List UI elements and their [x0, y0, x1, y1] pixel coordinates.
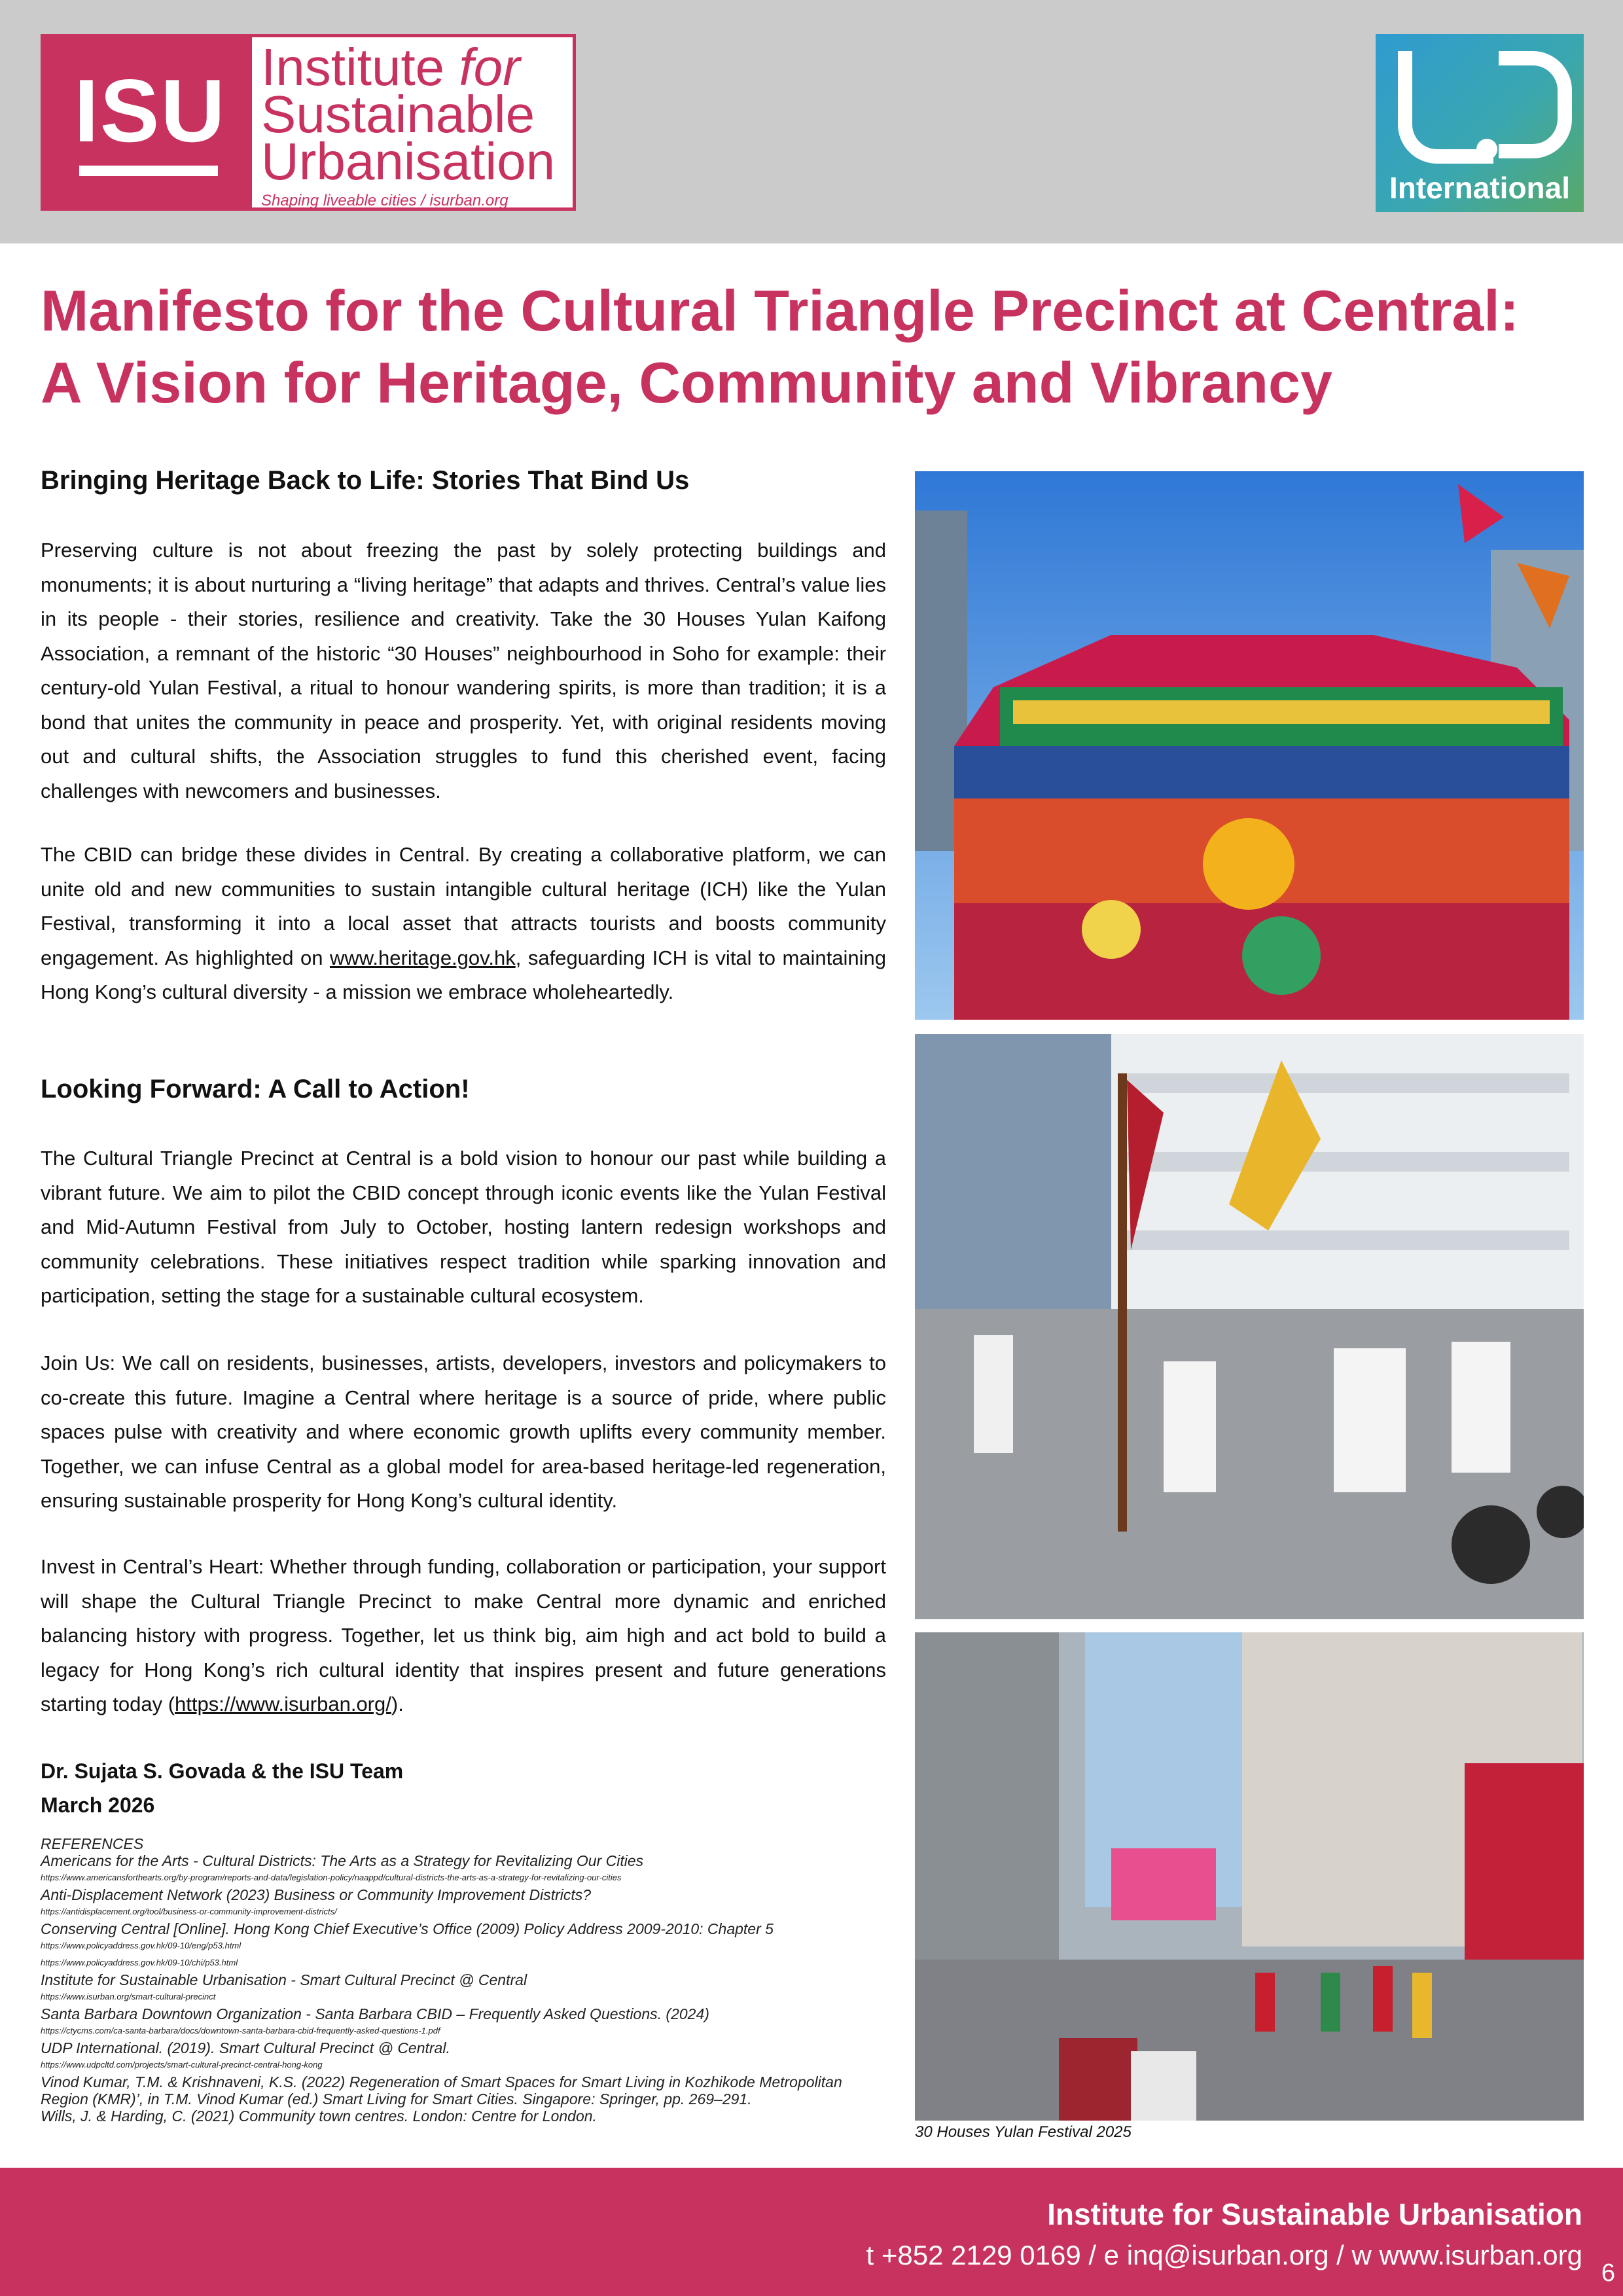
photo-festival-gate: [915, 471, 1584, 1020]
reference-item: Institute for Sustainable Urbanisation - Smart Cultural Precinct @ Central: [41, 1971, 527, 1988]
photo-festival-gate-image: [915, 471, 1584, 1020]
reference-item: Anti-Displacement Network (2023) Business or Community Improvement Districts?: [41, 1886, 592, 1903]
paragraph-action-3-text-b: ).: [391, 1693, 404, 1715]
reference-url[interactable]: https://www.udpcltd.com/projects/smart-cultural-precinct-central-hong-kong: [41, 2060, 323, 2070]
footer: [0, 2168, 1623, 2296]
section-heading-call-to-action: Looking Forward: A Call to Action!: [41, 1075, 470, 1103]
references: [41, 1835, 891, 2125]
footer-contact[interactable]: t +852 2129 0169 / e inq@isurban.org / w www.isurban.org: [866, 2240, 1582, 2270]
isu-tagline: Shaping liveable cities / isurban.org: [261, 192, 508, 209]
isurban-link[interactable]: https://www.isurban.org/: [175, 1693, 391, 1715]
isu-logo[interactable]: [41, 34, 576, 211]
reference-url[interactable]: https://www.policyaddress.gov.hk/09-10/chi/p53.html: [41, 1958, 238, 1967]
isu-mark-text: ISU: [74, 61, 226, 160]
page-title-line-1: Manifesto for the Cultural Triangle Precinct at Central:: [41, 278, 1520, 343]
footer-org-name: Institute for Sustainable Urbanisation: [1047, 2197, 1582, 2231]
paragraph-heritage-2-text-a: The CBID can bridge these divides in Central. By creating a collaborative platform, we can unite old and new communities to sustain intangible cultural heritage (ICH) like the Yulan Festival, transforming it into a local asset that attracts tourists and boosts community engagement. As highlighted on: [41, 843, 886, 969]
section-heading-heritage: Bringing Heritage Back to Life: Stories That Bind Us: [41, 466, 690, 495]
photo-street-procession-image: [915, 1034, 1584, 1619]
isu-wordmark: [252, 37, 555, 207]
isu-mark-bar: [79, 166, 218, 176]
reference-url[interactable]: https://www.isurban.org/smart-cultural-precinct: [41, 1992, 216, 2001]
paragraph-heritage-2: [41, 838, 886, 1010]
isu-word-institute: Institute: [261, 38, 445, 96]
paragraph-heritage-1: Preserving culture is not about freezing the past by solely protecting buildings and monuments; it is about nurturing a “living heritage” that adapts and thrives. Central’s value lies in its people - their stories, resilience and creativity. Take the 30 Houses Yulan Kaifong Association, a remnant of the historic “30 Houses” neighbourhood in Soho for example: their century-old Yulan Festival, a ritual to honour wandering spirits, is more than tradition; it is a bond that unites the community in peace and prosperity. Yet, with original residents moving out and cultural shifts, the Association struggles to fund this cherished event, facing challenges with newcomers and businesses.: [41, 539, 886, 802]
reference-item: Vinod Kumar, T.M. & Krishnaveni, K.S. (2022) Regeneration of Smart Spaces for Smart Living in Kozhikode Metropolitan Region (KMR)’, in T.M. Vinod Kumar (ed.) Smart Living for Smart Cities. Singapore: Springer, pp. 269–291.: [41, 2073, 842, 2108]
photo-soho-street: [915, 1632, 1584, 2121]
udp-international-logo[interactable]: [1376, 34, 1584, 212]
paragraph-action-1: The Cultural Triangle Precinct at Central is a bold vision to honour our past while building a vibrant future. We aim to pilot the CBID concept through iconic events like the Yulan Festival and Mid-Autumn Festival from July to October, hosting lantern redesign workshops and community celebrations. These initiatives respect tradition while sparking innovation and participation, setting the stage for a sustainable cultural ecosystem.: [41, 1147, 886, 1307]
page-number: 6: [1601, 2259, 1615, 2287]
heritage-gov-link[interactable]: www.heritage.gov.hk: [329, 946, 516, 969]
paragraph-action-3: [41, 1550, 886, 1722]
photo-soho-street-image: [915, 1632, 1584, 2121]
up-logo-p-shape: [1499, 51, 1572, 158]
signature-date: March 2026: [41, 1793, 155, 1817]
paragraph-action-2: Join Us: We call on residents, businesses, artists, developers, investors and policymakers to co-create this future. Imagine a Central where heritage is a source of pride, where public spaces pulse with creativity and where economic growth uplifts every community member. Together, we can infuse Central as a global model for area-based heritage-led regeneration, ensuring sustainable prosperity for Hong Kong’s cultural identity.: [41, 1352, 886, 1512]
reference-url[interactable]: https://www.americansforthearts.org/by-program/reports-and-data/legislation-policy/naappd/cultural-districts-the-arts-as-a-strategy-for-revitalizing-our-cities: [41, 1873, 622, 1882]
photo-street-procession: [915, 1034, 1584, 1619]
photo-caption: 30 Houses Yulan Festival 2025: [915, 2123, 1132, 2141]
signature-name: Dr. Sujata S. Govada & the ISU Team: [41, 1759, 404, 1783]
up-logo-dot: [1476, 139, 1497, 160]
reference-item: Conserving Central [Online]. Hong Kong Chief Executive’s Office (2009) Policy Address 2009-2010: Chapter 5: [41, 1920, 774, 1937]
isu-word-for: for: [459, 38, 520, 96]
reference-item: UDP International. (2019). Smart Cultural Precinct @ Central.: [41, 2039, 450, 2056]
isu-word-urbanisation: Urbanisation: [261, 132, 556, 190]
references-heading: REFERENCES: [41, 1835, 144, 1852]
page-title-line-2: A Vision for Heritage, Community and Vibrancy: [41, 350, 1332, 415]
paragraph-heritage-2-text-b: , safeguarding ICH is vital to maintaining Hong Kong’s cultural diversity - a mission we embrace wholeheartedly.: [41, 946, 886, 1003]
reference-item: Americans for the Arts - Cultural Districts: The Arts as a Strategy for Revitalizing Our Cities: [41, 1852, 644, 1869]
reference-item: Santa Barbara Downtown Organization - Santa Barbara CBID – Frequently Asked Questions. (2024): [41, 2005, 709, 2022]
signature: [41, 1754, 403, 1822]
reference-url[interactable]: https://ctycms.com/ca-santa-barbara/docs/downtown-santa-barbara-cbid-frequently-asked-questions-1.pdf: [41, 2026, 440, 2036]
up-logo-word: International: [1389, 171, 1571, 205]
paragraph-action-3-text-a: Invest in Central’s Heart: Whether through funding, collaboration or participation, your support will shape the Cultural Triangle Precinct to make Central more dynamic and enriched balancing history with progress. Together, let us think big, aim high and act bold to build a legacy for Hong Kong’s rich cultural identity that inspires present and future generations starting today (: [41, 1555, 886, 1715]
reference-url[interactable]: https://antidisplacement.org/tool/business-or-community-improvement-districts/: [41, 1907, 337, 1916]
isu-mark: [44, 37, 252, 207]
page-title: [41, 275, 1585, 419]
reference-url[interactable]: https://www.policyaddress.gov.hk/09-10/eng/p53.html: [41, 1941, 241, 1950]
reference-item: Wills, J. & Harding, C. (2021) Community town centres. London: Centre for London.: [41, 2108, 597, 2125]
isu-word-sustainable: Sustainable: [261, 85, 535, 143]
